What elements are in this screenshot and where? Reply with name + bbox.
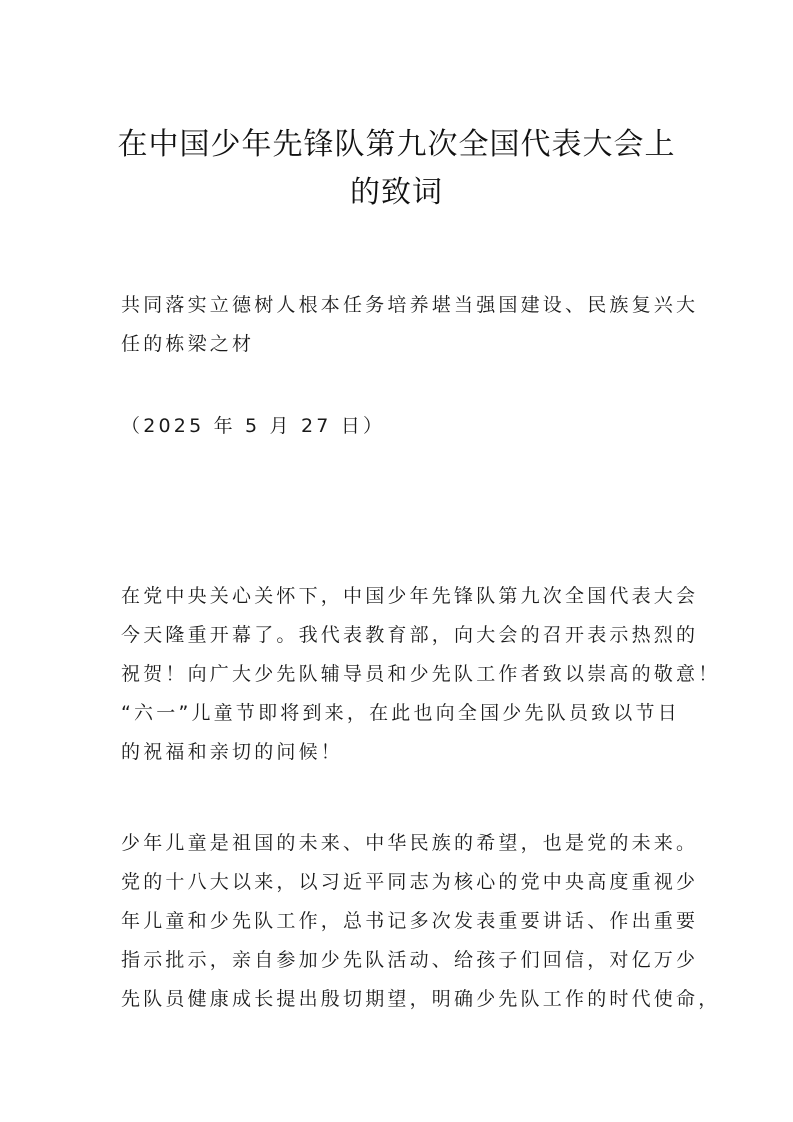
paragraph-line: 党的十八大以来，以习近平同志为核心的党中央高度重视少: [121, 871, 699, 893]
document-title: 在中国少年先锋队第九次全国代表大会上: [117, 127, 676, 162]
document-title-continued: 的致词: [350, 175, 443, 210]
paragraph-1: [121, 577, 721, 772]
document-date: [121, 407, 681, 446]
paragraph-line: 少年儿童是祖国的未来、中华民族的希望，也是党的未来。: [121, 832, 699, 854]
paragraph-2: [121, 824, 721, 1019]
paragraph-line: 的祝福和亲切的问候！: [121, 741, 344, 763]
date-text: （2025 年 5 月 27 日）: [121, 415, 386, 437]
paragraph-line: “六一”儿童节即将到来，在此也向全国少先队员致以节日: [121, 702, 680, 724]
paragraph-line: 指示批示，亲自参加少先队活动、给孩子们回信，对亿万少: [121, 949, 699, 971]
paragraph-line: 祝贺！向广大少先队辅导员和少先队工作者致以崇高的敬意！: [121, 663, 721, 685]
document-subtitle: [121, 286, 699, 364]
subtitle-line: 任的栋梁之材: [121, 333, 255, 355]
paragraph-line: 今天隆重开幕了。我代表教育部，向大会的召开表示热烈的: [121, 624, 699, 646]
paragraph-line: 年儿童和少先队工作，总书记多次发表重要讲话、作出重要: [121, 910, 699, 932]
paragraph-line: 在党中央关心关怀下，中国少年先锋队第九次全国代表大会: [121, 585, 699, 607]
paragraph-line: 先队员健康成长提出殷切期望，明确少先队工作的时代使命，: [121, 988, 721, 1010]
subtitle-line: 共同落实立德树人根本任务培养堪当强国建设、民族复兴大: [121, 294, 699, 316]
